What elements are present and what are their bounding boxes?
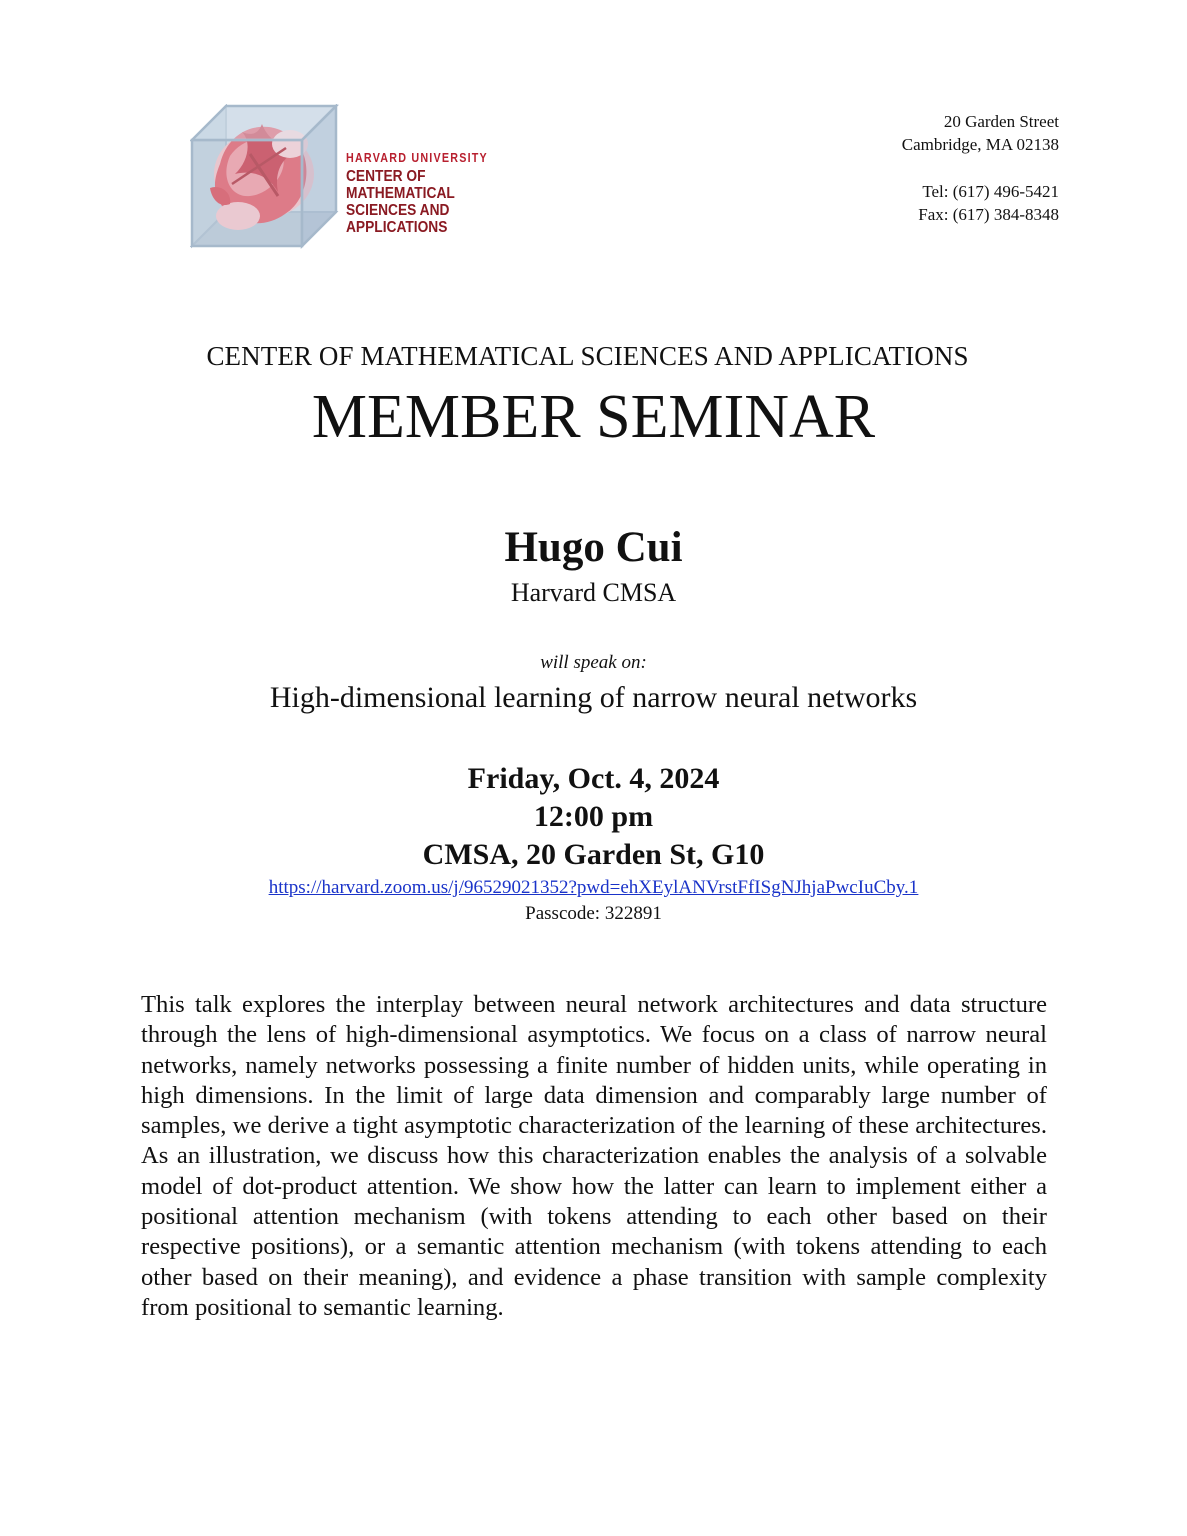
zoom-passcode: Passcode: 322891 bbox=[525, 903, 662, 924]
speaker-name: Hugo Cui bbox=[504, 524, 683, 571]
zoom-link[interactable] bbox=[0, 877, 1187, 899]
cmsa-logo bbox=[190, 104, 540, 254]
event-date: Friday, Oct. 4, 2024 bbox=[467, 762, 720, 795]
address-spacer bbox=[902, 156, 1059, 180]
zoom-link-anchor[interactable]: https://harvard.zoom.us/j/96529021352?pwd=ehXEylANVrstFfISgNJhjaPwcIuCby.1 bbox=[268, 877, 919, 898]
address-fax: Fax: (617) 384-8348 bbox=[918, 205, 1059, 224]
logo-text bbox=[346, 152, 513, 236]
event-time: 12:00 pm bbox=[533, 800, 654, 833]
address-street: 20 Garden Street bbox=[943, 112, 1059, 131]
talk-title: High-dimensional learning of narrow neural networks bbox=[269, 681, 918, 714]
address-tel: Tel: (617) 496-5421 bbox=[922, 182, 1059, 201]
address-city: Cambridge, MA 02138 bbox=[901, 135, 1059, 154]
event-location: CMSA, 20 Garden St, G10 bbox=[422, 838, 765, 871]
seminar-title: MEMBER SEMINAR bbox=[311, 383, 876, 451]
address-block bbox=[902, 110, 1059, 226]
talk-intro: will speak on: bbox=[540, 652, 647, 673]
logo-university: HARVARD UNIVERSITY bbox=[346, 151, 488, 165]
speaker-affiliation: Harvard CMSA bbox=[510, 578, 677, 607]
logo-center-line-2: SCIENCES AND APPLICATIONS bbox=[346, 201, 450, 236]
logo-center-line-1: CENTER OF MATHEMATICAL bbox=[346, 167, 455, 202]
organization-title: CENTER OF MATHEMATICAL SCIENCES AND APPLICATIONS bbox=[206, 341, 969, 371]
abstract-paragraph: This talk explores the interplay between neural network architectures and data structure through the lens of high-dimensional asymptotics. We focus on a class of narrow neural networks, namely networks possessing a finite number of hidden units, while operating in high dimensions. In the limit of large data dimension and comparably large number of samples, we derive a tight asymptotic characterization of the learning of these architectures. As an illustration, we discuss how this characterization enables the analysis of a solvable model of dot-product attention. We show how the latter can learn to implement either a positional attention mechanism (with tokens attending to each other based on their respective positions), or a semantic attention mechanism (with tokens attending to each other based on their meaning), and evidence a phase transition with sample complexity from positional to semantic learning. bbox=[141, 991, 1047, 1321]
cmsa-cube-logo-icon bbox=[190, 104, 340, 254]
